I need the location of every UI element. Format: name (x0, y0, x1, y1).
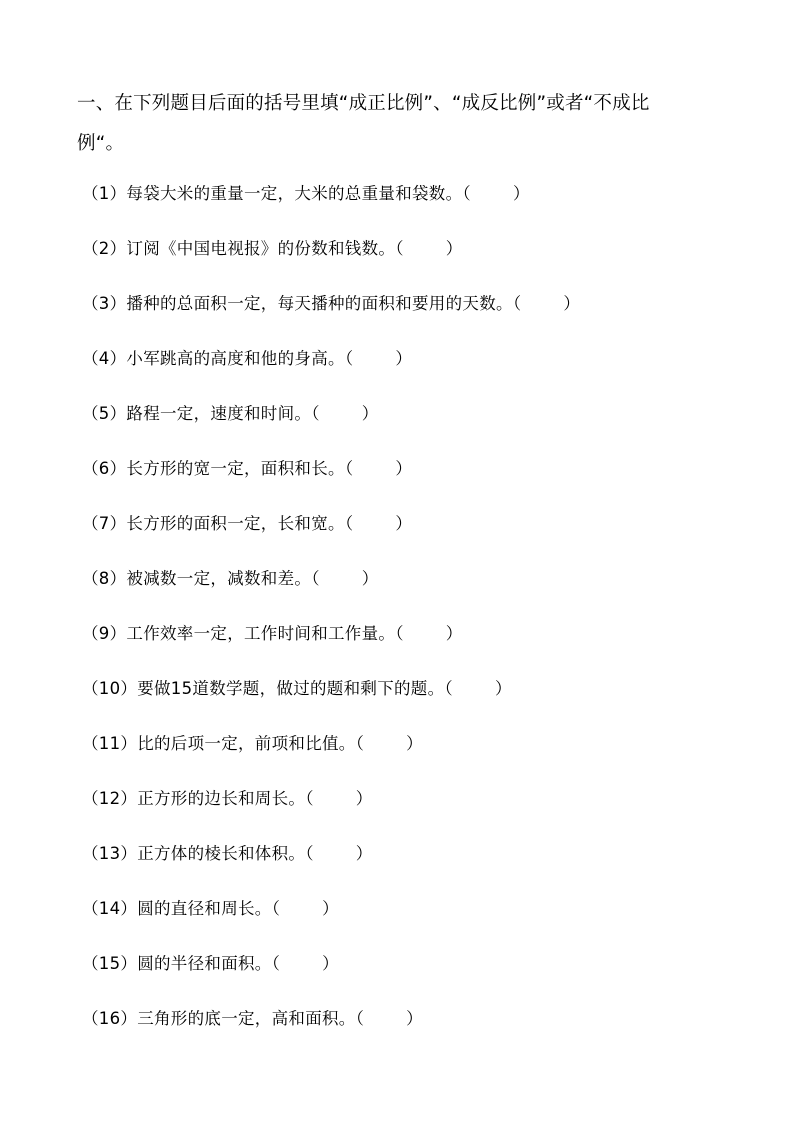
question-text: 小军跳高的高度和他的身高。 (126, 349, 345, 368)
blank-open-paren: （ (355, 1009, 365, 1028)
question-text: 要做15道数学题，做过的题和剩下的题。 (137, 679, 445, 698)
question-number: （13） (82, 844, 138, 863)
answer-blank[interactable] (272, 954, 339, 973)
question-text: 订阅《中国电视报》的份数和钱数。 (126, 239, 396, 258)
answer-blank[interactable] (444, 679, 511, 698)
blank-open-paren: （ (344, 459, 354, 478)
blank-close-paren: ） (563, 294, 581, 313)
question-item (82, 785, 722, 840)
answer-blank[interactable] (272, 899, 339, 918)
blank-open-paren: （ (311, 404, 320, 423)
blank-open-paren: （ (395, 239, 404, 258)
answer-blank[interactable] (462, 184, 529, 203)
blank-open-paren: （ (305, 789, 314, 808)
question-text: 路程一定，速度和时间。 (126, 404, 312, 423)
blank-open-paren: （ (311, 569, 320, 588)
blank-close-paren: ） (361, 569, 379, 588)
question-item (82, 510, 722, 565)
blank-close-paren: ） (395, 349, 413, 368)
question-number: （7） (82, 514, 127, 533)
blank-close-paren: ） (322, 954, 339, 973)
blank-open-paren: （ (344, 514, 354, 533)
question-number: （11） (82, 734, 138, 753)
question-text: 正方形的边长和周长。 (137, 789, 306, 808)
blank-close-paren: ） (512, 184, 530, 203)
question-item (82, 235, 722, 290)
blank-close-paren: ） (406, 734, 423, 753)
question-text: 正方体的棱长和体积。 (137, 844, 306, 863)
blank-close-paren: ） (355, 789, 373, 808)
question-item (82, 675, 722, 730)
blank-close-paren: ） (395, 459, 413, 478)
question-item (82, 345, 722, 400)
question-number: （4） (82, 349, 127, 368)
blank-open-paren: （ (444, 679, 453, 698)
answer-blank[interactable] (311, 404, 378, 423)
blank-close-paren: ） (494, 679, 512, 698)
question-text: 播种的总面积一定，每天播种的面积和要用的天数。 (126, 294, 513, 313)
answer-blank[interactable] (305, 789, 372, 808)
question-number: （16） (82, 1009, 138, 1028)
blank-open-paren: （ (271, 899, 281, 918)
section-heading (77, 84, 727, 164)
question-text: 工作效率一定，工作时间和工作量。 (126, 624, 396, 643)
answer-blank[interactable] (356, 1009, 423, 1028)
answer-blank[interactable] (305, 844, 372, 863)
blank-close-paren: ） (445, 624, 463, 643)
answer-blank[interactable] (395, 624, 462, 643)
answer-blank[interactable] (345, 459, 412, 478)
question-number: （14） (82, 899, 138, 918)
question-number: （5） (82, 404, 127, 423)
question-text: 圆的直径和周长。 (137, 899, 272, 918)
blank-close-paren: ） (322, 899, 339, 918)
question-text: 长方形的面积一定，长和宽。 (126, 514, 345, 533)
question-number: （9） (82, 624, 127, 643)
question-item (82, 895, 722, 950)
question-number: （3） (82, 294, 127, 313)
question-number: （15） (82, 954, 138, 973)
question-number: （6） (82, 459, 127, 478)
blank-open-paren: （ (512, 294, 522, 313)
question-list (82, 180, 722, 1060)
blank-open-paren: （ (462, 184, 471, 203)
blank-close-paren: ） (355, 844, 373, 863)
heading-line-1: 一、在下列题目后面的括号里填“成正比例”、“成反比例”或者“不成比 (77, 93, 650, 114)
blank-close-paren: ） (445, 239, 463, 258)
question-text: 长方形的宽一定，面积和长。 (126, 459, 345, 478)
blank-close-paren: ） (395, 514, 413, 533)
heading-line-2: 例“。 (77, 133, 125, 154)
question-item (82, 400, 722, 455)
question-text: 三角形的底一定，高和面积。 (137, 1009, 356, 1028)
question-item (82, 950, 722, 1005)
question-item (82, 620, 722, 675)
question-number: （1） (82, 184, 127, 203)
answer-blank[interactable] (345, 514, 412, 533)
answer-blank[interactable] (513, 294, 580, 313)
blank-close-paren: ） (361, 404, 379, 423)
answer-blank[interactable] (356, 734, 423, 753)
question-text: 每袋大米的重量一定，大米的总重量和袋数。 (126, 184, 463, 203)
question-item (82, 840, 722, 895)
question-number: （8） (82, 569, 127, 588)
answer-blank[interactable] (395, 239, 462, 258)
blank-open-paren: （ (344, 349, 354, 368)
answer-blank[interactable] (311, 569, 378, 588)
question-item (82, 180, 722, 235)
question-item (82, 565, 722, 620)
question-text: 圆的半径和面积。 (137, 954, 272, 973)
question-text: 被减数一定，减数和差。 (126, 569, 312, 588)
answer-blank[interactable] (345, 349, 412, 368)
question-text: 比的后项一定，前项和比值。 (137, 734, 356, 753)
blank-close-paren: ） (406, 1009, 423, 1028)
question-number: （10） (82, 679, 138, 698)
question-item (82, 455, 722, 510)
question-number: （2） (82, 239, 127, 258)
question-item (82, 730, 722, 785)
blank-open-paren: （ (355, 734, 365, 753)
blank-open-paren: （ (395, 624, 404, 643)
question-item (82, 1005, 722, 1060)
question-number: （12） (82, 789, 138, 808)
blank-open-paren: （ (305, 844, 314, 863)
blank-open-paren: （ (271, 954, 281, 973)
question-item (82, 290, 722, 345)
